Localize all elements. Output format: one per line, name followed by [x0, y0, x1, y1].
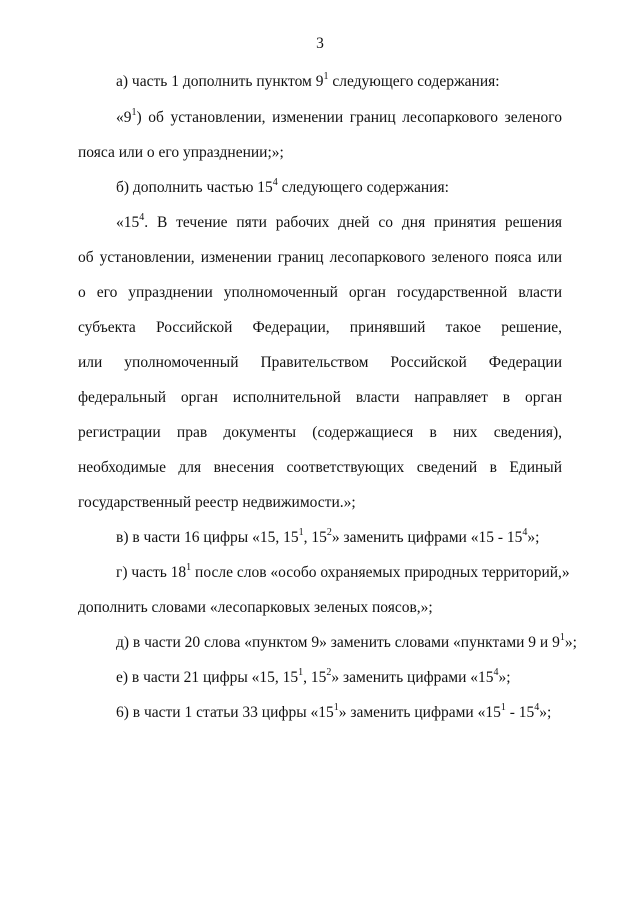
text-line	[116, 668, 562, 688]
superscript: 2	[326, 666, 332, 678]
text-line	[78, 493, 562, 513]
superscript: 1	[500, 701, 506, 713]
text-segment: г) часть 18	[116, 564, 187, 581]
text-line	[78, 388, 562, 408]
text-segment: государственный реестр недвижимости.»;	[78, 494, 356, 511]
text-segment: «9	[116, 109, 132, 126]
superscript: 1	[323, 70, 329, 82]
text-segment: » заменить цифрами «15	[338, 704, 501, 721]
text-segment: о его упразднении уполномоченный орган государственной власти	[78, 284, 562, 301]
text-segment: » заменить цифрами «15	[331, 669, 494, 686]
text-segment: д) в части 20 слова «пунктом 9» заменить словами «пунктами 9 и 9	[116, 634, 560, 651]
text-segment: субъекта Российской Федерации, принявший такое решение,	[78, 319, 562, 336]
text-line	[78, 458, 562, 478]
text-segment: е) в части 21 цифры «15, 15	[116, 669, 299, 686]
text-segment: следующего содержания:	[328, 73, 500, 90]
superscript: 1	[186, 561, 192, 573]
superscript: 4	[139, 211, 145, 223]
text-segment: - 15	[505, 704, 535, 721]
text-segment: »;	[564, 634, 577, 651]
text-segment: . В течение пяти рабочих дней со дня принятия решения	[144, 214, 562, 231]
text-segment: , 15	[303, 529, 327, 546]
text-segment: дополнить словами «лесопарковых зеленых поясов,»;	[78, 599, 433, 616]
text-line	[116, 528, 562, 548]
text-segment: 6) в части 1 статьи 33 цифры «15	[116, 704, 334, 721]
text-line	[78, 353, 562, 373]
text-line	[78, 143, 562, 163]
text-segment: , 15	[303, 669, 327, 686]
text-segment: следующего содержания:	[277, 179, 449, 196]
text-segment: »;	[539, 704, 552, 721]
text-segment: » заменить цифрами «15 - 15	[331, 529, 523, 546]
superscript: 4	[522, 526, 528, 538]
superscript: 1	[333, 701, 339, 713]
superscript: 1	[131, 106, 137, 118]
text-segment: »;	[527, 529, 540, 546]
text-segment: необходимые для внесения соответствующих сведений в Единый	[78, 459, 562, 476]
text-segment: а) часть 1 дополнить пунктом 9	[116, 73, 324, 90]
text-segment: или уполномоченный Правительством Российской Федерации	[78, 354, 562, 371]
text-segment: »;	[498, 669, 511, 686]
text-line	[116, 213, 562, 233]
text-segment: б) дополнить частью 15	[116, 179, 273, 196]
text-segment: регистрации прав документы (содержащиеся в них сведения),	[78, 424, 562, 441]
text-segment: ) об установлении, изменении границ лесопаркового зеленого	[136, 109, 562, 126]
text-line	[116, 72, 562, 92]
text-line	[116, 631, 577, 653]
superscript: 1	[559, 631, 565, 643]
text-line	[78, 423, 562, 443]
superscript: 2	[326, 526, 332, 538]
superscript: 1	[298, 526, 304, 538]
text-segment: в) в части 16 цифры «15, 15	[116, 529, 299, 546]
text-segment: пояса или о его упразднении;»;	[78, 144, 284, 161]
text-line	[116, 561, 570, 583]
text-line	[116, 108, 562, 128]
text-line	[78, 318, 562, 338]
superscript: 4	[493, 666, 499, 678]
text-line	[116, 703, 562, 723]
text-line	[78, 598, 562, 618]
page-number: 3	[316, 35, 324, 52]
superscript: 4	[534, 701, 540, 713]
text-segment: об установлении, изменении границ лесопаркового зеленого пояса или	[78, 249, 562, 266]
superscript: 4	[272, 176, 278, 188]
superscript: 1	[298, 666, 304, 678]
text-segment: «15	[116, 214, 140, 231]
text-line	[116, 178, 562, 198]
text-segment: федеральный орган исполнительной власти направляет в орган	[78, 389, 562, 406]
text-segment: после слов «особо охраняемых природных территорий,»	[191, 564, 570, 581]
text-line	[78, 248, 562, 268]
text-line	[78, 283, 562, 303]
